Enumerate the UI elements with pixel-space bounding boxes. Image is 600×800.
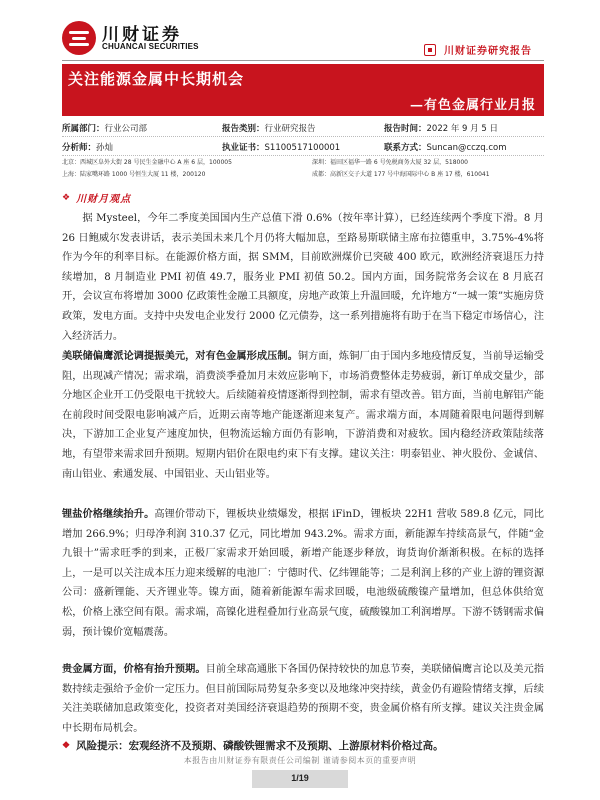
logo-chinese-name: 川财证券 bbox=[102, 25, 182, 45]
title-banner bbox=[62, 64, 544, 116]
risk-warning bbox=[62, 738, 444, 753]
diamond-bullet-icon: ❖ bbox=[62, 192, 71, 203]
paragraph-lead: 贵金属方面，价格有抬升预期。 bbox=[62, 663, 206, 675]
section-title: 川财月观点 bbox=[76, 194, 132, 205]
contact-label: 联系方式： bbox=[384, 143, 427, 153]
risk-text: 宏观经济不及预期、磷酸铁锂需求不及预期、上游原材料价格过高。 bbox=[128, 740, 444, 752]
paragraph-body: 高锂价带动下，锂板块业绩爆发，根据 iFinD，锂板块 22H1 营收 589.8 亿元，同比增加 266.9%；归母净利润 310.37 亿元，同比增加 943.2%。需求方面，新能源车持续高景气，伴随“金九银十”需求旺季的到来，正极厂家需求开始回暖，新增产能逐步释放，询货询价渐渐积极。在标的选择上，一是可以关注成本压力迎来缓解的电池厂：宁德时代、亿纬锂能等；二是利润上移的产业上游的锂资源公司：盛新锂能、天齐锂业等。镍方面，随着新能源车需求回暖，电池级硫酸镍产量增加，但总体供给宽松，价格上涨空间有限。需求端，高镍化进程叠加行业高景气度，硫酸镍加工利润增厚。下游不锈钢需求偏弱，预计镍价宽幅震荡。 bbox=[62, 509, 544, 638]
chuancai-logo-icon bbox=[62, 21, 96, 55]
paragraph-lead: 美联储偏鹰派论调提振美元，对有色金属形成压制。 bbox=[62, 350, 298, 362]
diamond-bullet-icon: ❖ bbox=[62, 740, 71, 751]
type-label: 报告类别： bbox=[222, 124, 265, 134]
report-title: 关注能源金属中长期机会 bbox=[68, 70, 245, 88]
paragraph-body: 目前全球高通胀下各国仍保持较快的加息节奏，美联储偏鹰言论以及美元指数持续走强给予金价一定压力。但目前国际局势复杂多变以及地缘冲突持续，黄金仍有避险情绪支撑，后续关注美联储加息政策变化，投资者对美国经济衰退趋势的预期不变，贵金属价格有所支撑。建议关注贵金属中长期布局机会。 bbox=[62, 664, 544, 734]
paragraph-lead: 锂盐价格继续抬升。 bbox=[62, 508, 155, 520]
report-tag bbox=[424, 42, 532, 57]
report-tag-icon bbox=[424, 44, 436, 56]
address-shenzhen: 深圳：福田区福华一路 6 号免税商务大厦 32 层，518000 bbox=[312, 159, 468, 166]
time-value: 2022 年 9 月 5 日 bbox=[426, 124, 498, 134]
paragraph-body: 铜方面，炼铜厂由于国内多地疫情反复，当前导运输受阻，出现减产情况；需求端，消费淡季叠加月末效应影响下，市场消费整体走势疲弱，新订单成交量少，部分地区企业开工仍受限电干扰较大。后续随着疫情逐渐得到控制，需求有望改善。铝方面，当前电解铝产能在前段时间受限电影响减产后，近期云南等地产能逐渐迎来复产。需求端方面，本周随着限电问题得到解决，下游加工企业复产速度加快，但物流运输方面仍有影响，下游消费和对疲软。国内稳经济政策陆续落地，有望带来需求回升预期。短期内铝价在限电约束下有支撑。建议关注：明泰铝业、神火股份、金诚信、南山铝业、索通发展、中国铝业、天山铝业等。 bbox=[62, 351, 544, 480]
footer-disclaimer: 本报告由川财证券有限责任公司编制 谨请参阅本页的重要声明 bbox=[183, 756, 417, 765]
header-divider bbox=[62, 60, 544, 61]
paragraph-macro: 据 Mysteel，今年二季度美国国内生产总值下滑 0.6%（按年率计算），已经连续两个季度下滑。8 月 26 日鲍威尔发表讲话，表示美国未来几个月仍将大幅加息，至路易斯联储主席布拉德重申，3.75%-4%将作为今年的利率目标。在能源价格方面，据 SMM，目前欧洲煤价已突破 400 欧元，欧洲经济衰退压力持续增加，8 月制造业 PMI 初值 49.7，服务业 PMI 初值 50.2。国内方面，国务院常务会议在 8 月底召开，会议宣布将增加 3000 亿政策性金融工具额度，房地产政策上升温回暖，允许地方“一城一策”实施房贷政策，发电方面。支持中央发电企业发行 2000 亿元债券，这一系列措施将有助于在当下稳定市场信心，注入经济活力。 bbox=[62, 213, 544, 342]
address-shanghai: 上海：陆家嘴环路 1000 号恒生大厦 11 楼，200120 bbox=[62, 171, 206, 178]
risk-label: 风险提示： bbox=[76, 740, 129, 752]
type-value: 行业研究报告 bbox=[264, 124, 316, 134]
analyst-value: 孙灿 bbox=[96, 143, 114, 153]
logo-english-name: CHUANCAI SECURITIES bbox=[102, 42, 199, 51]
paragraph-copper-aluminum bbox=[62, 347, 544, 484]
report-subtitle: —有色金属行业月报 bbox=[409, 98, 536, 113]
page-number: 1/19 bbox=[291, 773, 309, 783]
dept-label: 所属部门： bbox=[62, 124, 105, 134]
address-chengdu: 成都：高新区交子大道 177 号中海国际中心 B 座 17 楼，610041 bbox=[312, 171, 490, 178]
paragraph-precious-metals bbox=[62, 660, 544, 738]
address-beijing: 北京：西城区阜外大街 28 号民生金融中心 A 座 6 层，100005 bbox=[62, 159, 232, 166]
time-label: 报告时间： bbox=[384, 124, 427, 134]
paragraph-lithium-nickel bbox=[62, 505, 544, 642]
info-row bbox=[62, 118, 544, 137]
cert-label: 执业证书： bbox=[222, 143, 265, 153]
section-heading bbox=[62, 190, 131, 205]
info-row bbox=[62, 137, 544, 156]
contact-value[interactable]: Suncan@cczq.com bbox=[426, 143, 507, 153]
report-header bbox=[0, 0, 600, 62]
dept-value: 行业公司部 bbox=[104, 124, 148, 134]
analyst-label: 分析师： bbox=[62, 143, 97, 153]
page-number-box bbox=[252, 770, 348, 788]
cert-value: S1100517100001 bbox=[264, 143, 341, 153]
report-tag-text: 川财证券研究报告 bbox=[444, 46, 532, 57]
